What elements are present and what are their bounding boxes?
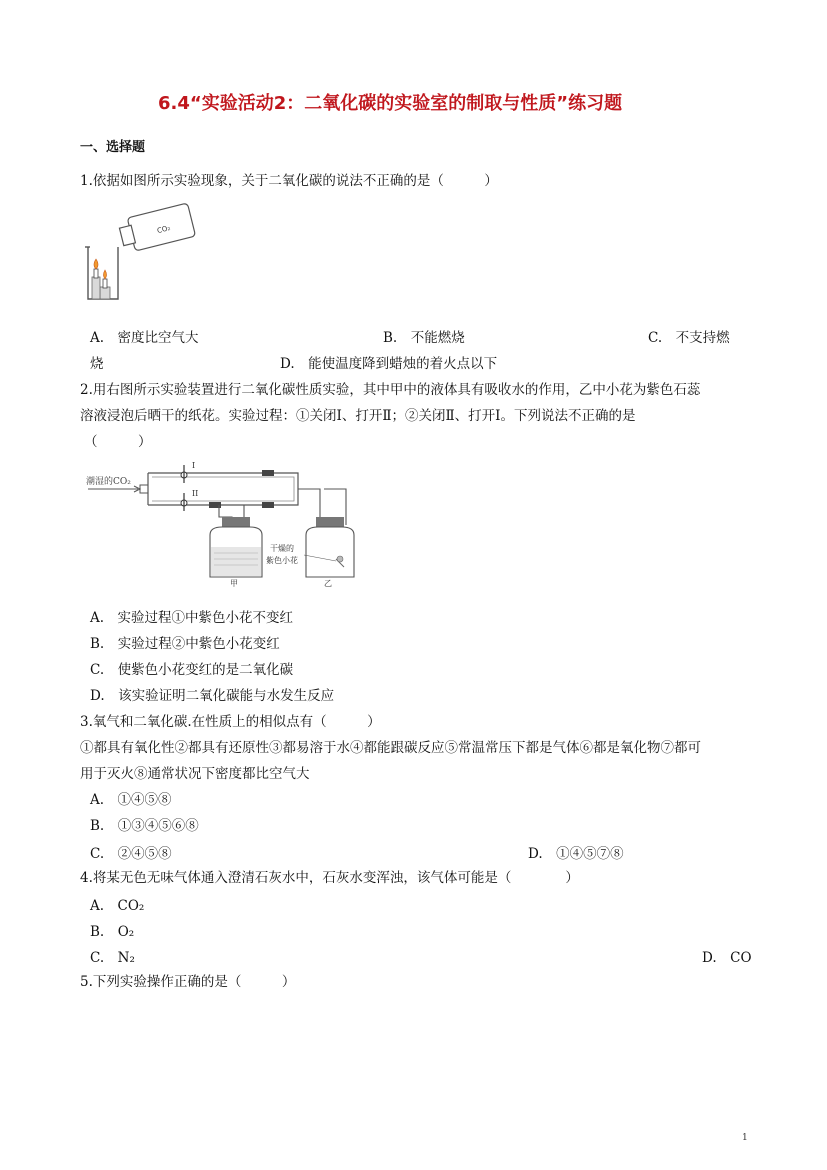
q1-option-d[interactable]: D. 能使温度降到蜡烛的着火点以下 (280, 356, 498, 372)
q1-option-b[interactable]: B. 不能燃烧 (383, 330, 465, 346)
q4-option-c[interactable]: C. N₂ (90, 950, 135, 966)
page-title: 6.4“实验活动2：二氧化碳的实验室的制取与性质”练习题 (158, 93, 623, 114)
q4-stem: 4.将某无色无味气体通入澄清石灰水中，石灰水变浑浊，该气体可能是（ ） (80, 870, 579, 886)
candle-icon (94, 269, 98, 278)
q1-stem: 1.依据如图所示实验现象，关于二氧化碳的说法不正确的是（ ） (80, 173, 498, 189)
q2-option-c[interactable]: C. 使紫色小花变红的是二氧化碳 (90, 662, 294, 678)
q3-option-d[interactable]: D. ①④⑤⑦⑧ (528, 846, 624, 862)
candle-icon (103, 279, 107, 288)
flower-icon (337, 556, 343, 562)
bottle-jia (210, 517, 262, 577)
q5-stem: 5.下列实验操作正确的是（ ） (80, 974, 296, 990)
q2-apparatus-figure (84, 455, 356, 588)
q3-option-a[interactable]: A. ①④⑤⑧ (90, 792, 172, 808)
q2-stem-line2: 溶液浸泡后晒干的纸花。实验过程：①关闭Ⅰ、打开Ⅱ；②关闭Ⅱ、打开Ⅰ。下列说法不正确的是 (80, 408, 636, 424)
valve-2-label: II (192, 489, 199, 498)
flower-label-line2: 紫色小花 (266, 556, 298, 565)
q4-option-b[interactable]: B. O₂ (90, 924, 135, 940)
q1-option-a[interactable]: A. 密度比空气大 (90, 330, 199, 346)
q2-stem-line3: （ ） (84, 434, 152, 450)
flame-icon (104, 270, 107, 279)
section-heading: 一、选择题 (80, 140, 146, 155)
co2-label: CO₂ (156, 224, 172, 236)
q3-option-b[interactable]: B. ①③④⑤⑥⑧ (90, 818, 199, 834)
q1-figure (80, 205, 200, 305)
q3-stem: 3.氧气和二氧化碳.在性质上的相似点有（ ） (80, 714, 381, 730)
valve-icon (181, 465, 187, 483)
inlet-label: 潮湿的CO₂ (86, 477, 131, 487)
gas-bottle-icon (118, 203, 196, 253)
q2-option-d[interactable]: D. 该实验证明二氧化碳能与水发生反应 (90, 688, 335, 704)
q2-option-b[interactable]: B. 实验过程②中紫色小花变红 (90, 636, 280, 652)
q4-option-d[interactable]: D. CO (702, 950, 752, 966)
q2-stem-line1: 2.用右图所示实验装置进行二氧化碳性质实验，其中甲中的液体具有吸收水的作用，乙中小花为紫色石蕊 (80, 382, 701, 398)
q1-option-c[interactable]: C. 不支持燃 (648, 330, 730, 346)
bottle-yi (306, 517, 354, 577)
page-number: 1 (742, 1133, 748, 1143)
q3-stem-line3: 用于灭火⑧通常状况下密度都比空气大 (80, 766, 310, 782)
q4-option-a[interactable]: A. CO₂ (90, 898, 145, 914)
q3-option-c[interactable]: C. ②④⑤⑧ (90, 846, 172, 862)
flame-icon (94, 259, 98, 269)
yi-label: 乙 (324, 579, 332, 588)
flower-label-line1: 干燥的 (270, 544, 294, 553)
q2-option-a[interactable]: A. 实验过程①中紫色小花不变红 (90, 610, 294, 626)
q3-stem-line2: ①都具有氧化性②都具有还原性③都易溶于水④都能跟碳反应⑤常温常压下都是气体⑥都是氧化物⑦都可 (80, 740, 701, 756)
jia-label: 甲 (230, 579, 238, 588)
valve-1-label: I (192, 461, 196, 470)
valve-icon (181, 493, 187, 511)
q1-option-c-cont: 烧 (90, 356, 104, 372)
